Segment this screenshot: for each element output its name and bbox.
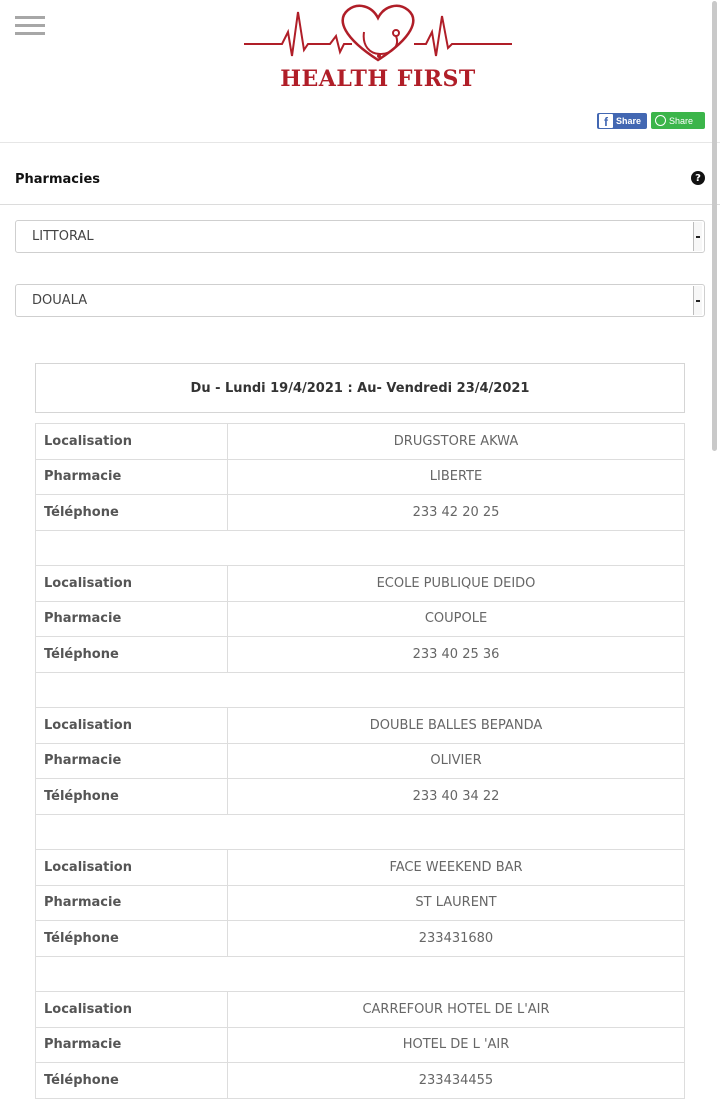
table-row [36, 601, 685, 637]
table-spacer-row [36, 530, 685, 566]
pharmacie-label: Pharmacie [36, 885, 228, 921]
table-row [36, 885, 685, 921]
table-row [36, 637, 685, 673]
table-row [36, 459, 685, 495]
localisation-value: ECOLE PUBLIQUE DEIDO [228, 566, 685, 602]
telephone-label: Téléphone [36, 779, 228, 815]
facebook-share-button[interactable]: f Share [597, 113, 647, 129]
localisation-value: FACE WEEKEND BAR [228, 850, 685, 886]
table-row [36, 779, 685, 815]
telephone-value[interactable]: 233431680 [228, 921, 685, 957]
dropdown-arrow-icon[interactable] [693, 222, 702, 251]
telephone-label: Téléphone [36, 1063, 228, 1099]
table-row [36, 992, 685, 1028]
localisation-value: CARREFOUR HOTEL DE L'AIR [228, 992, 685, 1028]
telephone-label: Téléphone [36, 637, 228, 673]
telephone-value[interactable]: 233434455 [228, 1063, 685, 1099]
telephone-label: Téléphone [36, 921, 228, 957]
table-row [36, 708, 685, 744]
whatsapp-icon [655, 115, 666, 126]
heartbeat-heart-icon [244, 2, 512, 68]
telephone-value[interactable]: 233 40 25 36 [228, 637, 685, 673]
help-icon[interactable]: ? [691, 171, 705, 185]
telephone-value[interactable]: 233 40 34 22 [228, 779, 685, 815]
table-row [36, 1063, 685, 1099]
pharmacie-label: Pharmacie [36, 743, 228, 779]
table-row [36, 921, 685, 957]
whatsapp-share-button[interactable]: Share [651, 112, 705, 129]
table-row [36, 495, 685, 531]
city-select[interactable] [15, 284, 705, 317]
pharmacie-value: COUPOLE [228, 601, 685, 637]
pharmacie-label: Pharmacie [36, 1027, 228, 1063]
scrollbar[interactable] [712, 1, 717, 451]
pharmacie-value: HOTEL DE L 'AIR [228, 1027, 685, 1063]
pharmacie-label: Pharmacie [36, 459, 228, 495]
table-row [36, 424, 685, 460]
localisation-label: Localisation [36, 850, 228, 886]
localisation-label: Localisation [36, 566, 228, 602]
date-range: Du - Lundi 19/4/2021 : Au- Vendredi 23/4/2021 [35, 363, 685, 413]
header [0, 0, 720, 143]
table-spacer-row [36, 814, 685, 850]
pharmacie-value: LIBERTE [228, 459, 685, 495]
table-spacer-row [36, 956, 685, 992]
telephone-value[interactable]: 233 42 20 25 [228, 495, 685, 531]
region-select-value: LITTORAL [32, 229, 94, 244]
menu-icon[interactable] [15, 14, 45, 38]
facebook-icon: f [599, 114, 613, 128]
localisation-label: Localisation [36, 708, 228, 744]
table-spacer-row [36, 672, 685, 708]
city-select-value: DOUALA [32, 293, 88, 308]
region-select[interactable] [15, 220, 705, 253]
localisation-value: DOUBLE BALLES BEPANDA [228, 708, 685, 744]
logo[interactable] [244, 2, 512, 96]
localisation-label: Localisation [36, 424, 228, 460]
pharmacie-value: OLIVIER [228, 743, 685, 779]
dropdown-arrow-icon[interactable] [693, 286, 702, 315]
table-row [36, 743, 685, 779]
pharmacie-value: ST LAURENT [228, 885, 685, 921]
logo-text: HEALTH FIRST [280, 66, 476, 92]
table-row [36, 1027, 685, 1063]
localisation-label: Localisation [36, 992, 228, 1028]
table-row [36, 566, 685, 602]
page-title: Pharmacies [15, 172, 101, 187]
localisation-value: DRUGSTORE AKWA [228, 424, 685, 460]
pharmacie-label: Pharmacie [36, 601, 228, 637]
telephone-label: Téléphone [36, 495, 228, 531]
table-row [36, 850, 685, 886]
pharmacy-table [35, 423, 685, 1099]
section-header [0, 143, 720, 205]
